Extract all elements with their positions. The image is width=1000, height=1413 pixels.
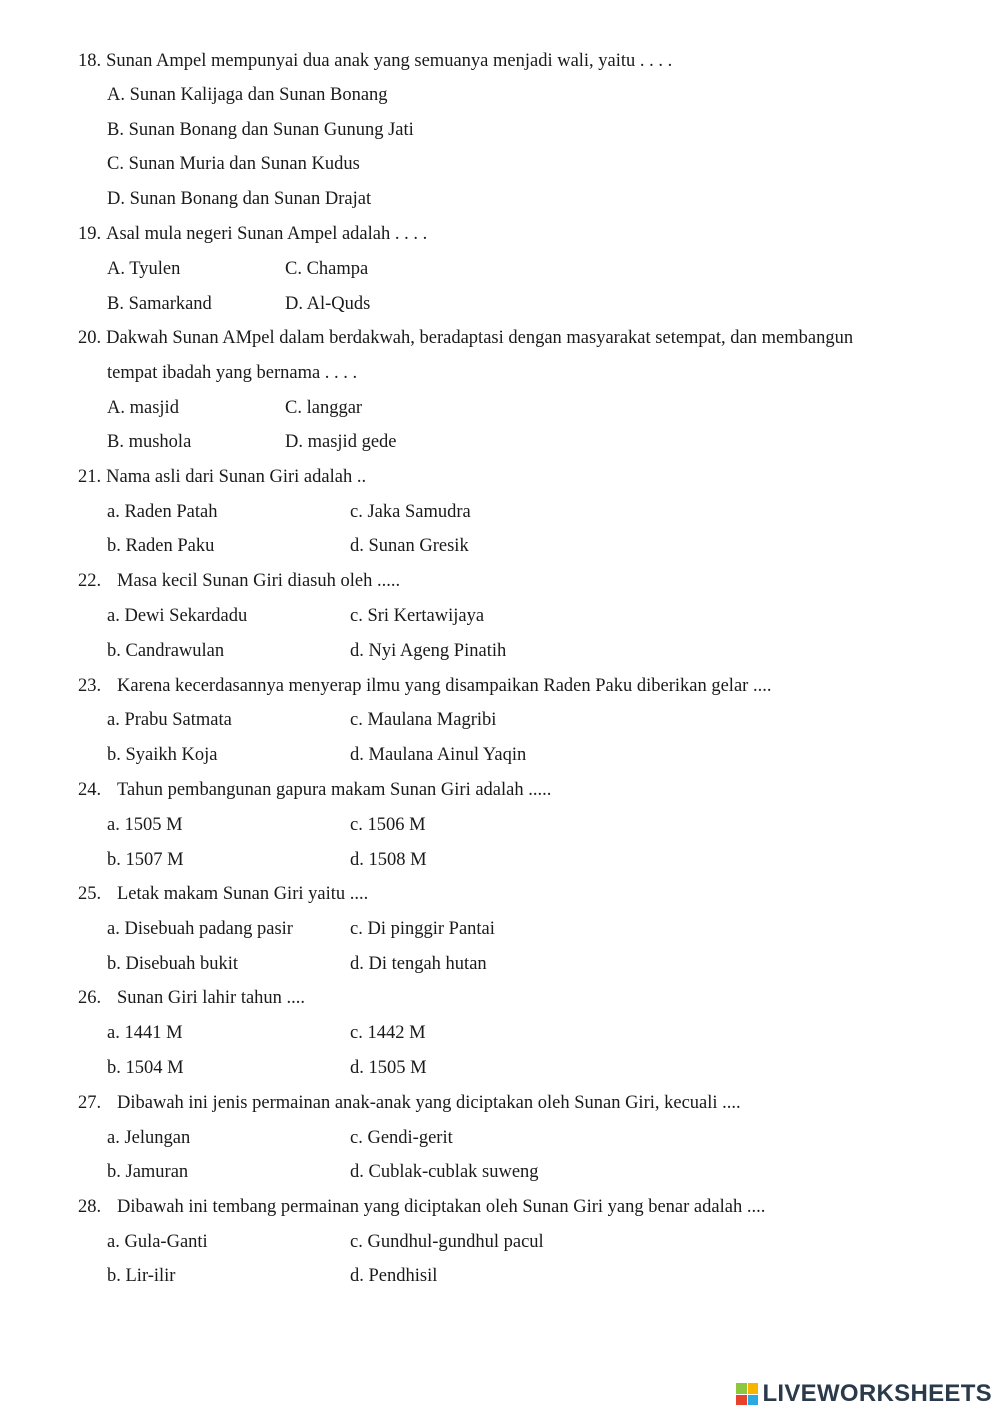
liveworksheets-logo[interactable] [736,1381,992,1407]
option: c. Jaka Samudra [350,502,471,522]
question-number: 23. [78,676,102,696]
option: A. Sunan Kalijaga dan Sunan Bonang [107,85,388,105]
option: d. Nyi Ageng Pinatih [350,641,507,661]
option: a. Gula-Ganti [107,1232,208,1252]
option: c. Gendi-gerit [350,1128,453,1148]
question-number: 18. [78,51,102,71]
question-number: 20. [78,328,102,348]
question-text: Tahun pembangunan gapura makam Sunan Giri adalah ..... [117,780,552,800]
option: A. masjid [107,398,179,418]
option: B. Sunan Bonang dan Sunan Gunung Jati [107,120,414,140]
option: c. Sri Kertawijaya [350,606,485,626]
option: a. 1505 M [107,815,183,835]
option: b. Jamuran [107,1162,189,1182]
option: d. 1508 M [350,850,427,870]
option: c. Maulana Magribi [350,710,497,730]
option: C. Sunan Muria dan Sunan Kudus [107,154,360,174]
option: d. Sunan Gresik [350,536,469,556]
question-number: 25. [78,884,102,904]
option: B. Samarkand [107,294,212,314]
option: a. 1441 M [107,1023,183,1043]
option: D. masjid gede [285,432,397,452]
option: a. Jelungan [107,1128,191,1148]
question-number: 27. [78,1093,102,1113]
option: d. Cublak-cublak suweng [350,1162,539,1182]
option: C. langgar [285,398,363,418]
question-text: Asal mula negeri Sunan Ampel adalah . . . . [106,224,428,244]
question-text: Sunan Ampel mempunyai dua anak yang semuanya menjadi wali, yaitu . . . . [106,51,673,71]
option: D. Sunan Bonang dan Sunan Drajat [107,189,372,209]
question-21 [78,465,366,489]
question-23 [78,674,771,698]
question-number: 28. [78,1197,102,1217]
question-18 [78,49,672,73]
question-text: Dibawah ini tembang permainan yang diciptakan oleh Sunan Giri yang benar adalah .... [117,1197,766,1217]
option: A. Tyulen [107,259,181,279]
question-20 [78,326,853,350]
question-25 [78,882,368,906]
brand-name: LIVEWORKSHEETS [762,1380,992,1407]
option: a. Raden Patah [107,502,218,522]
option: c. Di pinggir Pantai [350,919,495,939]
question-number: 19. [78,224,102,244]
question-number: 22. [78,571,102,591]
option: b. 1507 M [107,850,184,870]
question-24 [78,778,551,802]
option: d. Pendhisil [350,1266,438,1286]
question-text: Dakwah Sunan AMpel dalam berdakwah, beradaptasi dengan masyarakat setempat, dan membangun [106,328,854,348]
question-22 [78,569,400,593]
question-28 [78,1195,765,1219]
option: a. Disebuah padang pasir [107,919,293,939]
option: c. 1442 M [350,1023,426,1043]
question-text: Sunan Giri lahir tahun .... [117,988,306,1008]
option: b. Disebuah bukit [107,954,239,974]
option: c. Gundhul-gundhul pacul [350,1232,544,1252]
option: b. Lir-ilir [107,1266,176,1286]
option: a. Dewi Sekardadu [107,606,248,626]
option: d. Maulana Ainul Yaqin [350,745,527,765]
option: b. Candrawulan [107,641,225,661]
question-27 [78,1091,741,1115]
question-number: 26. [78,988,102,1008]
liveworksheets-logo-icon [736,1383,758,1405]
option: C. Champa [285,259,369,279]
option: b. Syaikh Koja [107,745,218,765]
option: D. Al-Quds [285,294,371,314]
question-text: Dibawah ini jenis permainan anak-anak yang diciptakan oleh Sunan Giri, kecuali .... [117,1093,741,1113]
option: B. mushola [107,432,192,452]
option: b. 1504 M [107,1058,184,1078]
question-19 [78,222,427,246]
option: d. 1505 M [350,1058,427,1078]
question-26 [78,986,305,1010]
question-number: 24. [78,780,102,800]
question-text: Letak makam Sunan Giri yaitu .... [117,884,369,904]
question-text-continued: tempat ibadah yang bernama . . . . [107,363,358,383]
question-text: Karena kecerdasannya menyerap ilmu yang disampaikan Raden Paku diberikan gelar .... [117,676,772,696]
question-text: Masa kecil Sunan Giri diasuh oleh ..... [117,571,401,591]
option: d. Di tengah hutan [350,954,487,974]
option: b. Raden Paku [107,536,215,556]
option: a. Prabu Satmata [107,710,232,730]
question-text: Nama asli dari Sunan Giri adalah .. [106,467,367,487]
option: c. 1506 M [350,815,426,835]
question-number: 21. [78,467,102,487]
